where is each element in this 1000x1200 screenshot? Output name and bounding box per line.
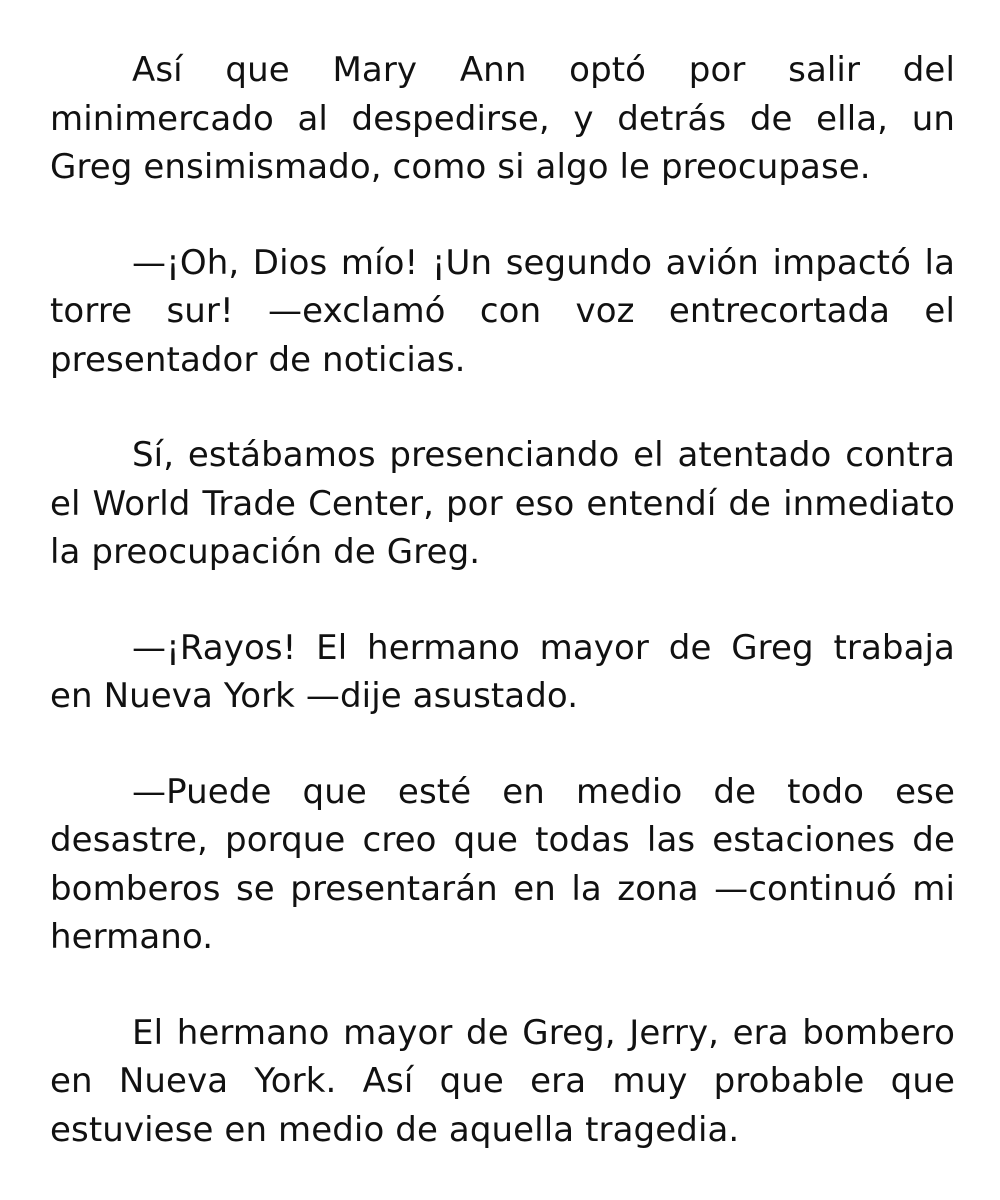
paragraph: —Puede que esté en medio de todo ese desastre, porque creo que todas las estaciones de bomberos se presentarán en la zona —continuó mi hermano. [50,771,955,957]
book-page [50,46,955,1154]
paragraph: —¡Rayos! El hermano mayor de Greg trabaja en Nueva York —dije asustado. [50,627,955,716]
paragraph: —¡Oh, Dios mío! ¡Un segundo avión impactó la torre sur! —exclamó con voz entrecortada el presentador de noticias. [50,242,955,380]
paragraph: Así que Mary Ann optó por salir del minimercado al despedirse, y detrás de ella, un Greg ensimismado, como si algo le preocupase. [50,50,955,187]
paragraph: El hermano mayor de Greg, Jerry, era bombero en Nueva York. Así que era muy probable que estuviese en medio de aquella tragedia. [50,1012,955,1150]
paragraph: Sí, estábamos presenciando el atentado contra el World Trade Center, por eso entendí de inmediato la preocupación de Greg. [50,435,955,572]
